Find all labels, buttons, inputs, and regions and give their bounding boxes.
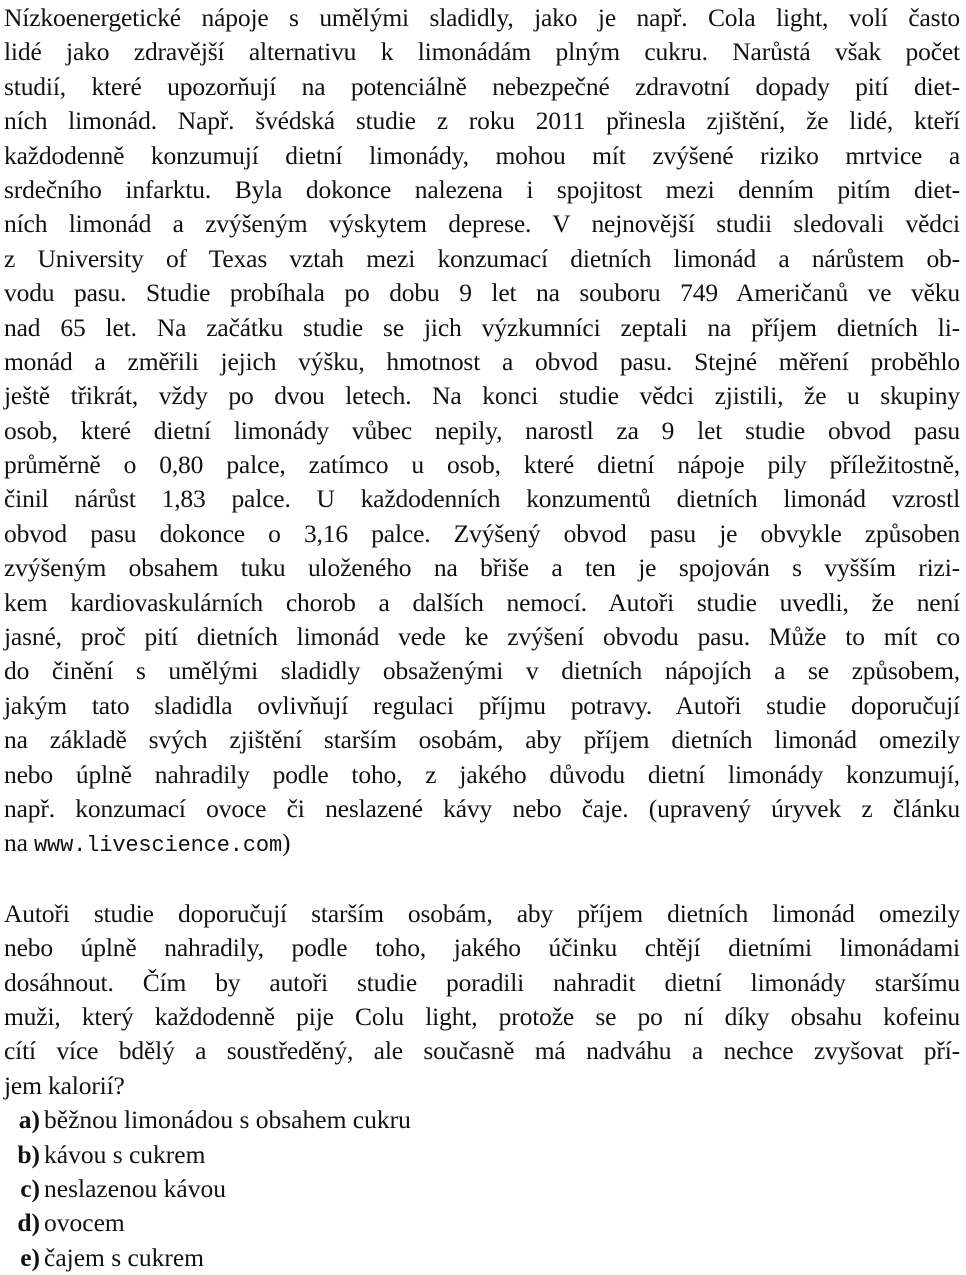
passage-line: vodu pasu. Studie probíhala po dobu 9 let na souboru 749 Američanů ve věku — [4, 278, 960, 308]
passage-line: každodenně konzumují dietní limonády, mohou mít zvýšené riziko mrtvice a — [4, 140, 960, 170]
passage-line: do činění s umělými sladidly obsaženými v dietních nápojích a se způsobem, — [4, 656, 960, 686]
question-line: muži, který každodenně pije Colu light, protože se po ní díky obsahu kofeinu — [4, 1001, 960, 1031]
passage-line: nebo úplně nahradily podle toho, z jakého důvodu dietní limonády konzumují, — [4, 759, 960, 789]
passage-line: studií, které upozorňují na potenciálně nebezpečné zdravotní dopady pití diet- — [4, 71, 960, 101]
passage-line: osob, které dietní limonády vůbec nepily, narostl za 9 let studie obvod pasu — [4, 415, 960, 445]
option-text: kávou s cukrem — [44, 1139, 206, 1169]
passage-line: obvod pasu dokonce o 3,16 palce. Zvýšený obvod pasu je obvykle způsoben — [4, 518, 960, 548]
option-label: a) — [18, 1105, 40, 1135]
source-suffix: ) — [282, 828, 291, 858]
option-text: čajem s cukrem — [44, 1242, 205, 1272]
passage-line: zvýšeným obsahem tuku uloženého na břiše a ten je spojován s vyšším rizi- — [4, 553, 960, 583]
option-text: ovocem — [44, 1208, 125, 1238]
passage-line: jakým tato sladidla ovlivňují regulaci příjmu potravy. Autoři studie doporučují — [4, 690, 960, 720]
passage-line: na základě svých zjištění starším osobám, aby příjem dietních limonád omezily — [4, 725, 960, 755]
answer-option-a[interactable] — [4, 1103, 960, 1137]
passage-line: z University of Texas vztah mezi konzumací dietních limonád a nárůstem ob- — [4, 243, 960, 273]
option-label: b) — [17, 1139, 40, 1169]
question-line: dosáhnout. Čím by autoři studie poradili nahradit dietní limonády staršímu — [4, 967, 960, 997]
passage-line: lidé jako zdravější alternativu k limonádám plným cukru. Narůstá však počet — [4, 37, 960, 67]
option-text: neslazenou kávou — [44, 1173, 226, 1203]
answer-option-c[interactable] — [4, 1172, 960, 1206]
passage-line: ještě třikrát, vždy po dvou letech. Na konci studie vědci zjistili, že u skupiny — [4, 381, 960, 411]
passage-line: ních limonád a zvýšeným výskytem deprese. V nejnovější studii sledovali vědci — [4, 209, 960, 239]
question-line: Autoři studie doporučují starším osobám, aby příjem dietních limonád omezily — [4, 898, 960, 928]
option-text: běžnou limonádou s obsahem cukru — [44, 1105, 411, 1135]
passage-line: jasné, proč pití dietních limonád vede ke zvýšení obvodu pasu. Může to mít co — [4, 622, 960, 652]
answer-option-d[interactable] — [4, 1206, 960, 1240]
passage-line: činil nárůst 1,83 palce. U každodenních konzumentů dietních limonád vzrostl — [4, 484, 960, 514]
option-label: c) — [20, 1173, 40, 1203]
question-line: cítí více bdělý a soustředěný, ale současně má nadváhu a nechce zvyšovat pří- — [4, 1036, 960, 1066]
question-line: nebo úplně nahradily, podle toho, jakého účinku chtějí dietními limonádami — [4, 933, 960, 963]
passage — [4, 0, 960, 861]
source-url: www.livescience.com — [34, 833, 282, 859]
passage-line: srdečního infarktu. Byla dokonce nalezena i spojitost mezi denním pitím diet- — [4, 174, 960, 204]
passage-line: monád a změřili jejich výšku, hmotnost a obvod pasu. Stejné měření proběhlo — [4, 346, 960, 376]
question — [4, 897, 960, 1103]
source-prefix: na — [4, 828, 34, 858]
passage-line: ních limonád. Např. švédská studie z roku 2011 přinesla zjištění, že lidé, kteří — [4, 106, 960, 136]
passage-line: kem kardiovaskulárních chorob a dalších nemocí. Autoři studie uvedli, že není — [4, 587, 960, 617]
passage-line: nad 65 let. Na začátku studie se jich výzkumníci zeptali na příjem dietních li- — [4, 312, 960, 342]
passage-source-line — [4, 826, 960, 860]
paragraph-gap — [4, 861, 960, 897]
answer-options — [4, 1103, 960, 1275]
answer-option-e[interactable] — [4, 1241, 960, 1275]
option-label: d) — [17, 1208, 40, 1238]
option-label: e) — [20, 1242, 40, 1272]
passage-line: průměrně o 0,80 palce, zatímco u osob, které dietní nápoje pily příležitostně, — [4, 450, 960, 480]
passage-line: Nízkoenergetické nápoje s umělými sladidly, jako je např. Cola light, volí často — [4, 3, 960, 32]
question-line: jem kalorií? — [4, 1070, 125, 1100]
answer-option-b[interactable] — [4, 1138, 960, 1172]
passage-line: např. konzumací ovoce či neslazené kávy nebo čaje. (upravený úryvek z článku — [4, 793, 960, 823]
